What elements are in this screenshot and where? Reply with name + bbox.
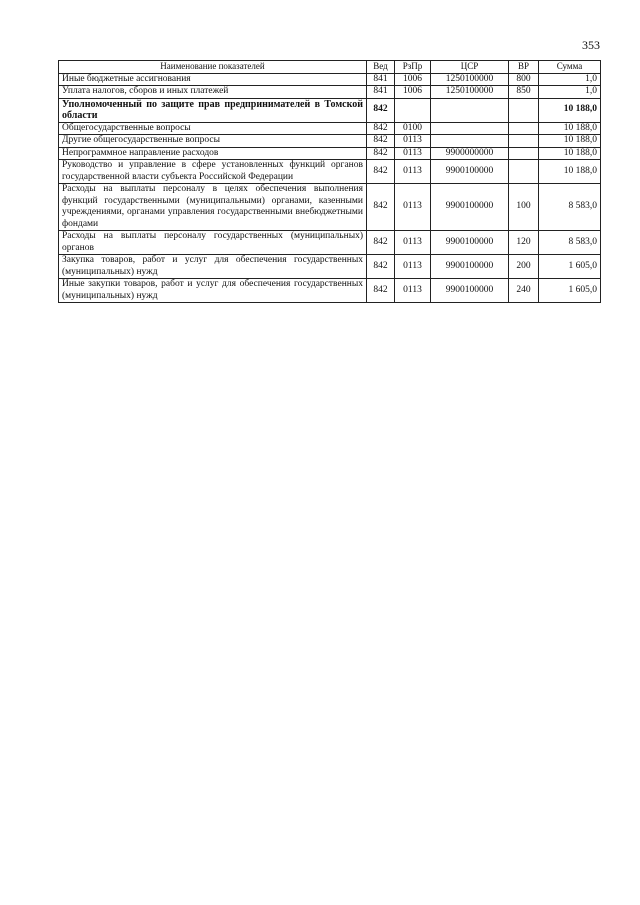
row-vr-cell [509,147,539,160]
row-ved-cell: 842 [367,135,395,148]
table-row [59,160,601,184]
row-sum-cell: 10 188,0 [539,98,601,122]
row-name-cell: Закупка товаров, работ и услуг для обеспечения государственных (муниципальных) нужд [59,255,367,279]
table-row [59,255,601,279]
row-name-cell: Общегосударственные вопросы [59,122,367,135]
row-ved-cell: 841 [367,73,395,86]
row-ved-cell: 842 [367,255,395,279]
row-csr-cell [431,135,509,148]
row-sum-cell: 10 188,0 [539,135,601,148]
row-csr-cell: 9900100000 [431,255,509,279]
table-row [59,147,601,160]
table-row [59,135,601,148]
row-rzpr-cell: 0113 [395,231,431,255]
row-ved-cell: 842 [367,231,395,255]
table-row [59,73,601,86]
header-vr: ВР [509,61,539,74]
row-name-cell: Другие общегосударственные вопросы [59,135,367,148]
row-vr-cell [509,160,539,184]
header-ved: Вед [367,61,395,74]
row-rzpr-cell: 0100 [395,122,431,135]
table-body [59,73,601,303]
row-name-cell: Уполномоченный по защите прав предпринимателей в Томской области [59,98,367,122]
budget-table [58,60,601,303]
row-name-cell: Иные бюджетные ассигнования [59,73,367,86]
row-vr-cell: 800 [509,73,539,86]
table-row [59,231,601,255]
row-sum-cell: 10 188,0 [539,160,601,184]
row-sum-cell: 10 188,0 [539,122,601,135]
row-vr-cell: 120 [509,231,539,255]
row-csr-cell: 9900000000 [431,147,509,160]
row-rzpr-cell: 0113 [395,184,431,231]
row-vr-cell: 240 [509,279,539,303]
table-row [59,184,601,231]
row-rzpr-cell: 0113 [395,147,431,160]
table-row [59,279,601,303]
row-name-cell: Уплата налогов, сборов и иных платежей [59,86,367,99]
row-sum-cell: 8 583,0 [539,231,601,255]
header-name: Наименование показателей [59,61,367,74]
table-row [59,98,601,122]
row-rzpr-cell: 1006 [395,86,431,99]
row-sum-cell: 1,0 [539,86,601,99]
row-csr-cell: 9900100000 [431,160,509,184]
row-name-cell: Расходы на выплаты персоналу государственных (муниципальных) органов [59,231,367,255]
row-name-cell: Расходы на выплаты персоналу в целях обеспечения выполнения функций государственными (муниципальными) органами, казенными учреждениями, органами управления государственными внебюджетными фондами [59,184,367,231]
row-ved-cell: 842 [367,147,395,160]
row-rzpr-cell [395,98,431,122]
row-csr-cell [431,98,509,122]
row-rzpr-cell: 0113 [395,255,431,279]
row-ved-cell: 842 [367,122,395,135]
row-name-cell: Руководство и управление в сфере установленных функций органов государственной власти субъекта Российской Федерации [59,160,367,184]
row-ved-cell: 842 [367,160,395,184]
table-row [59,86,601,99]
row-csr-cell: 9900100000 [431,279,509,303]
row-vr-cell [509,98,539,122]
row-csr-cell: 9900100000 [431,231,509,255]
row-name-cell: Иные закупки товаров, работ и услуг для обеспечения государственных (муниципальных) нужд [59,279,367,303]
row-rzpr-cell: 0113 [395,160,431,184]
row-vr-cell: 100 [509,184,539,231]
row-vr-cell: 850 [509,86,539,99]
row-sum-cell: 1 605,0 [539,255,601,279]
row-sum-cell: 1,0 [539,73,601,86]
row-csr-cell: 9900100000 [431,184,509,231]
table-header [59,61,601,74]
row-csr-cell: 1250100000 [431,86,509,99]
row-name-cell: Непрограммное направление расходов [59,147,367,160]
row-rzpr-cell: 0113 [395,135,431,148]
row-csr-cell: 1250100000 [431,73,509,86]
row-ved-cell: 842 [367,184,395,231]
row-vr-cell [509,122,539,135]
row-ved-cell: 842 [367,98,395,122]
row-rzpr-cell: 1006 [395,73,431,86]
header-csr: ЦСР [431,61,509,74]
row-vr-cell [509,135,539,148]
header-sum: Сумма [539,61,601,74]
header-rzpr: РзПр [395,61,431,74]
page-number: 353 [582,38,600,52]
row-ved-cell: 842 [367,279,395,303]
row-vr-cell: 200 [509,255,539,279]
row-sum-cell: 1 605,0 [539,279,601,303]
header-row [59,61,601,74]
row-sum-cell: 8 583,0 [539,184,601,231]
table-row [59,122,601,135]
row-sum-cell: 10 188,0 [539,147,601,160]
row-rzpr-cell: 0113 [395,279,431,303]
row-ved-cell: 841 [367,86,395,99]
row-csr-cell [431,122,509,135]
